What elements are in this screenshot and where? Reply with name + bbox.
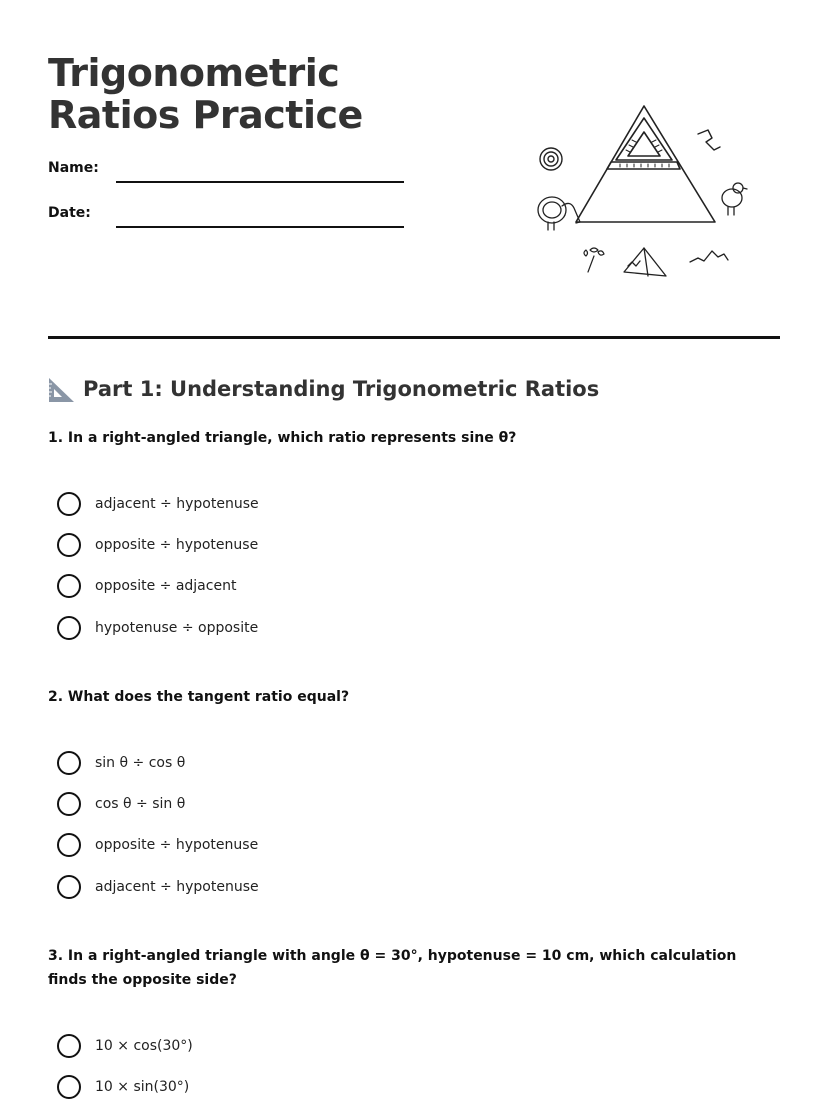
option-label: adjacent ÷ hypotenuse xyxy=(95,496,259,512)
option-q2-c[interactable] xyxy=(57,832,258,858)
option-q3-a[interactable] xyxy=(57,1033,193,1059)
radio-button[interactable] xyxy=(57,492,81,516)
option-q3-b[interactable] xyxy=(57,1074,189,1100)
option-label: opposite ÷ hypotenuse xyxy=(95,837,259,853)
section-divider xyxy=(48,336,780,339)
radio-button[interactable] xyxy=(57,1034,81,1058)
option-q1-c[interactable] xyxy=(57,573,236,599)
radio-button[interactable] xyxy=(57,616,81,640)
option-label: 10 × cos(30°) xyxy=(95,1038,193,1054)
option-label: sin θ ÷ cos θ xyxy=(95,755,186,771)
question-1: 1. In a right-angled triangle, which ratio represents sine θ? xyxy=(48,430,517,446)
mountain-icon xyxy=(690,251,728,262)
section-title: Part 1: Understanding Trigonometric Ratios xyxy=(83,377,600,401)
option-q1-d[interactable] xyxy=(57,615,258,641)
question-2: 2. What does the tangent ratio equal? xyxy=(48,689,350,705)
name-input-line[interactable] xyxy=(116,181,404,183)
option-q1-b[interactable] xyxy=(57,532,258,558)
date-input-line[interactable] xyxy=(116,226,404,228)
pyramid-illustration xyxy=(532,100,752,282)
question-3: 3. In a right-angled triangle with angle θ = 30°, hypotenuse = 10 cm, which calculation finds the opposite side? xyxy=(48,948,737,988)
zigzag-icon xyxy=(698,130,720,150)
option-label: hypotenuse ÷ opposite xyxy=(95,620,259,636)
turkey-icon xyxy=(538,197,580,230)
option-label: opposite ÷ adjacent xyxy=(95,578,237,594)
option-label: adjacent ÷ hypotenuse xyxy=(95,879,259,895)
radio-button[interactable] xyxy=(57,792,81,816)
option-label: 10 × sin(30°) xyxy=(95,1079,190,1095)
spiral-icon xyxy=(540,148,562,170)
option-q2-a[interactable] xyxy=(57,750,185,776)
option-label: opposite ÷ hypotenuse xyxy=(95,537,259,553)
radio-button[interactable] xyxy=(57,574,81,598)
radio-button[interactable] xyxy=(57,751,81,775)
date-label: Date: xyxy=(48,205,91,221)
radio-button[interactable] xyxy=(57,833,81,857)
flower-icon xyxy=(584,248,604,272)
option-q1-a[interactable] xyxy=(57,491,259,517)
radio-button[interactable] xyxy=(57,1075,81,1099)
mini-pyramid-icon xyxy=(624,248,666,276)
name-label: Name: xyxy=(48,160,99,176)
section-header xyxy=(48,374,599,404)
page-title: Trigonometric Ratios Practice xyxy=(48,51,363,137)
option-q2-d[interactable] xyxy=(57,874,259,900)
option-label: cos θ ÷ sin θ xyxy=(95,796,186,812)
option-q2-b[interactable] xyxy=(57,791,185,817)
triangle-ruler-icon xyxy=(48,376,75,403)
bird-icon xyxy=(722,183,747,215)
radio-button[interactable] xyxy=(57,533,81,557)
radio-button[interactable] xyxy=(57,875,81,899)
